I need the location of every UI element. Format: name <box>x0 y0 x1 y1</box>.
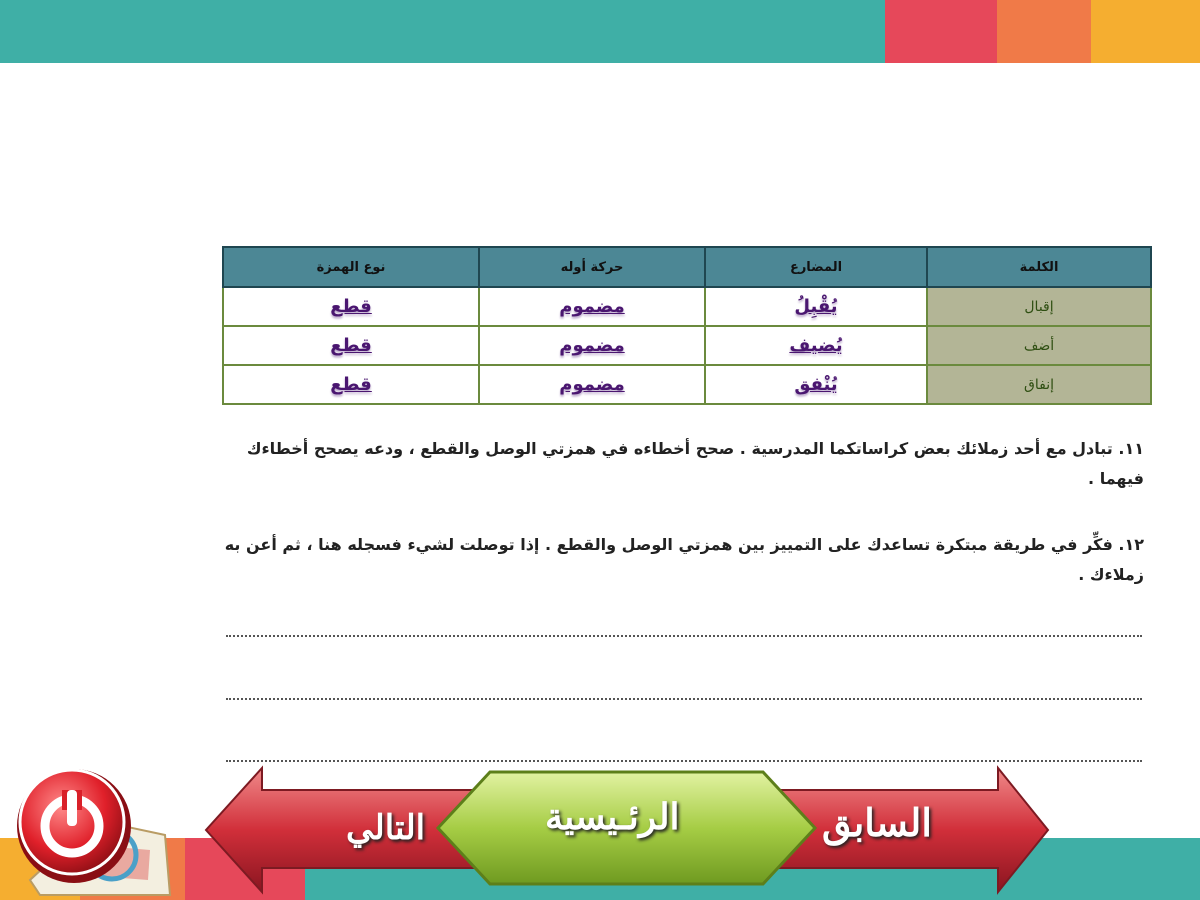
cell-first-vowel: مضموم <box>479 287 705 326</box>
previous-label: السابق <box>822 800 932 845</box>
cell-hamza-type: قطع <box>223 287 479 326</box>
table-row <box>223 365 1151 404</box>
home-label: الرئـيسية <box>545 796 680 838</box>
cell-hamza-type: قطع <box>223 365 479 404</box>
header-first-vowel: حركة أوله <box>479 247 705 287</box>
question-12: ١٢. فكِّر في طريقة مبتكرة تساعدك على التمييز بين همزتي الوصل والقطع . إذا توصلت لشيء فسجله هنا ، ثم أعن به زملاءك . <box>224 535 1144 584</box>
grammar-table <box>222 246 1152 405</box>
cell-present: يُنْفق <box>705 365 927 404</box>
top-bar-red-segment <box>885 0 997 63</box>
table-row <box>223 326 1151 365</box>
power-icon[interactable] <box>17 769 131 883</box>
question-11: ١١. تبادل مع أحد زملائك بعض كراساتكما المدرسية . صحح أخطاءه في همزتي الوصل والقطع ، ودعه يصحح أخطاءك فيهما . <box>246 439 1144 488</box>
cell-present: يُضيف <box>705 326 927 365</box>
cell-hamza-type: قطع <box>223 326 479 365</box>
cell-word: أضف <box>927 326 1151 365</box>
header-hamza-type: نوع الهمزة <box>223 247 479 287</box>
cell-first-vowel: مضموم <box>479 326 705 365</box>
header-present: المضارع <box>705 247 927 287</box>
answer-line-2[interactable] <box>226 698 1142 700</box>
cell-word: إقبال <box>927 287 1151 326</box>
header-word: الكلمة <box>927 247 1151 287</box>
next-label: التالي <box>346 808 426 848</box>
cell-first-vowel: مضموم <box>479 365 705 404</box>
answer-line-1[interactable] <box>226 635 1142 637</box>
cell-word: إنفاق <box>927 365 1151 404</box>
top-bar-yellow-segment <box>1091 0 1200 63</box>
table-header-row <box>223 247 1151 287</box>
cell-present: يُقْبِلُ <box>705 287 927 326</box>
next-button[interactable] <box>206 768 475 892</box>
top-bar-orange-segment <box>997 0 1091 63</box>
table-row <box>223 287 1151 326</box>
